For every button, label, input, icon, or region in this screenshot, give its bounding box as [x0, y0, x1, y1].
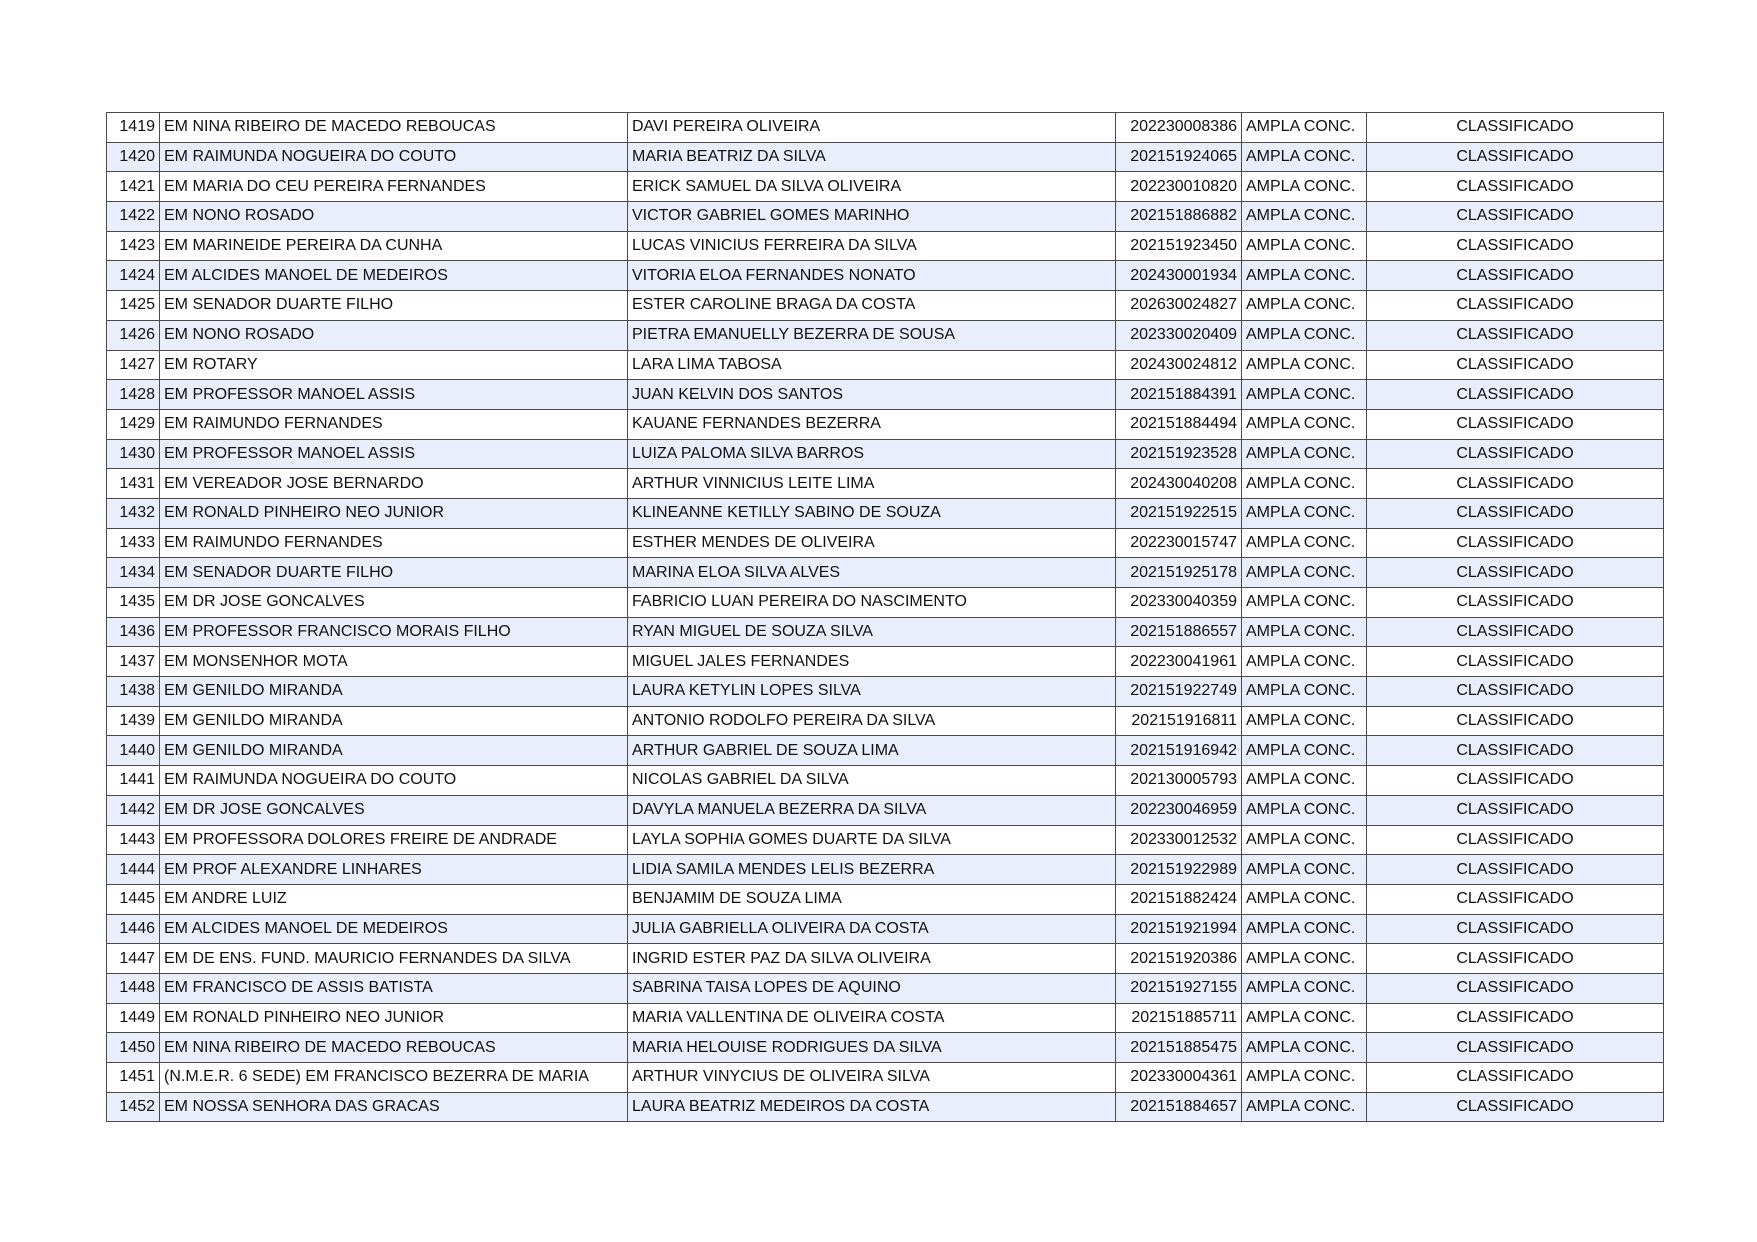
registration-number-cell: 202151922515 [1116, 498, 1242, 528]
student-name-cell: LUIZA PALOMA SILVA BARROS [628, 439, 1116, 469]
school-name-cell: EM FRANCISCO DE ASSIS BATISTA [160, 973, 628, 1003]
student-name-cell: JULIA GABRIELLA OLIVEIRA DA COSTA [628, 914, 1116, 944]
student-name-cell: ARTHUR GABRIEL DE SOUZA LIMA [628, 736, 1116, 766]
status-cell: CLASSIFICADO [1367, 914, 1664, 944]
school-name-cell: EM GENILDO MIRANDA [160, 706, 628, 736]
school-name-cell: EM DR JOSE GONCALVES [160, 588, 628, 618]
row-number-cell: 1447 [107, 944, 160, 974]
modality-cell: AMPLA CONC. [1242, 1033, 1367, 1063]
table-row [107, 142, 1664, 172]
modality-cell: AMPLA CONC. [1242, 528, 1367, 558]
school-name-cell: EM RONALD PINHEIRO NEO JUNIOR [160, 1003, 628, 1033]
school-name-cell: EM NONO ROSADO [160, 320, 628, 350]
status-cell: CLASSIFICADO [1367, 202, 1664, 232]
modality-cell: AMPLA CONC. [1242, 1003, 1367, 1033]
table-row [107, 825, 1664, 855]
status-cell: CLASSIFICADO [1367, 855, 1664, 885]
modality-cell: AMPLA CONC. [1242, 825, 1367, 855]
school-name-cell: EM PROFESSOR MANOEL ASSIS [160, 439, 628, 469]
student-name-cell: LIDIA SAMILA MENDES LELIS BEZERRA [628, 855, 1116, 885]
table-row [107, 261, 1664, 291]
registration-number-cell: 202151886557 [1116, 617, 1242, 647]
status-cell: CLASSIFICADO [1367, 766, 1664, 796]
status-cell: CLASSIFICADO [1367, 736, 1664, 766]
school-name-cell: EM NINA RIBEIRO DE MACEDO REBOUCAS [160, 1033, 628, 1063]
modality-cell: AMPLA CONC. [1242, 469, 1367, 499]
table-row [107, 914, 1664, 944]
school-name-cell: EM NINA RIBEIRO DE MACEDO REBOUCAS [160, 113, 628, 143]
registration-number-cell: 202330020409 [1116, 320, 1242, 350]
school-name-cell: EM MARINEIDE PEREIRA DA CUNHA [160, 231, 628, 261]
table-row [107, 320, 1664, 350]
student-name-cell: KLINEANNE KETILLY SABINO DE SOUZA [628, 498, 1116, 528]
student-name-cell: MIGUEL JALES FERNANDES [628, 647, 1116, 677]
table-row [107, 588, 1664, 618]
table-row [107, 172, 1664, 202]
registration-number-cell: 202151920386 [1116, 944, 1242, 974]
status-cell: CLASSIFICADO [1367, 380, 1664, 410]
row-number-cell: 1443 [107, 825, 160, 855]
row-number-cell: 1449 [107, 1003, 160, 1033]
table-row [107, 380, 1664, 410]
table-row [107, 795, 1664, 825]
student-name-cell: ANTONIO RODOLFO PEREIRA DA SILVA [628, 706, 1116, 736]
modality-cell: AMPLA CONC. [1242, 439, 1367, 469]
school-name-cell: EM DR JOSE GONCALVES [160, 795, 628, 825]
student-name-cell: DAVI PEREIRA OLIVEIRA [628, 113, 1116, 143]
student-name-cell: LUCAS VINICIUS FERREIRA DA SILVA [628, 231, 1116, 261]
modality-cell: AMPLA CONC. [1242, 855, 1367, 885]
registration-number-cell: 202151924065 [1116, 142, 1242, 172]
modality-cell: AMPLA CONC. [1242, 766, 1367, 796]
school-name-cell: EM SENADOR DUARTE FILHO [160, 291, 628, 321]
school-name-cell: EM RAIMUNDA NOGUEIRA DO COUTO [160, 766, 628, 796]
school-name-cell: EM ALCIDES MANOEL DE MEDEIROS [160, 914, 628, 944]
table-row [107, 231, 1664, 261]
registration-number-cell: 202151922989 [1116, 855, 1242, 885]
registration-number-cell: 202151921994 [1116, 914, 1242, 944]
row-number-cell: 1423 [107, 231, 160, 261]
student-name-cell: PIETRA EMANUELLY BEZERRA DE SOUSA [628, 320, 1116, 350]
registration-number-cell: 202151884494 [1116, 409, 1242, 439]
modality-cell: AMPLA CONC. [1242, 202, 1367, 232]
table-row [107, 409, 1664, 439]
row-number-cell: 1428 [107, 380, 160, 410]
modality-cell: AMPLA CONC. [1242, 884, 1367, 914]
student-name-cell: DAVYLA MANUELA BEZERRA DA SILVA [628, 795, 1116, 825]
student-name-cell: MARIA BEATRIZ DA SILVA [628, 142, 1116, 172]
modality-cell: AMPLA CONC. [1242, 291, 1367, 321]
status-cell: CLASSIFICADO [1367, 320, 1664, 350]
status-cell: CLASSIFICADO [1367, 469, 1664, 499]
modality-cell: AMPLA CONC. [1242, 706, 1367, 736]
registration-number-cell: 202151885475 [1116, 1033, 1242, 1063]
row-number-cell: 1437 [107, 647, 160, 677]
school-name-cell: EM PROFESSORA DOLORES FREIRE DE ANDRADE [160, 825, 628, 855]
status-cell: CLASSIFICADO [1367, 588, 1664, 618]
modality-cell: AMPLA CONC. [1242, 973, 1367, 1003]
registration-number-cell: 202430001934 [1116, 261, 1242, 291]
status-cell: CLASSIFICADO [1367, 825, 1664, 855]
row-number-cell: 1441 [107, 766, 160, 796]
row-number-cell: 1446 [107, 914, 160, 944]
status-cell: CLASSIFICADO [1367, 677, 1664, 707]
registration-number-cell: 202130005793 [1116, 766, 1242, 796]
modality-cell: AMPLA CONC. [1242, 677, 1367, 707]
school-name-cell: EM ALCIDES MANOEL DE MEDEIROS [160, 261, 628, 291]
registration-number-cell: 202430024812 [1116, 350, 1242, 380]
registration-number-cell: 202151922749 [1116, 677, 1242, 707]
student-name-cell: KAUANE FERNANDES BEZERRA [628, 409, 1116, 439]
registration-number-cell: 202151923450 [1116, 231, 1242, 261]
status-cell: CLASSIFICADO [1367, 261, 1664, 291]
row-number-cell: 1436 [107, 617, 160, 647]
school-name-cell: EM MARIA DO CEU PEREIRA FERNANDES [160, 172, 628, 202]
registration-number-cell: 202230041961 [1116, 647, 1242, 677]
row-number-cell: 1420 [107, 142, 160, 172]
school-name-cell: EM GENILDO MIRANDA [160, 677, 628, 707]
modality-cell: AMPLA CONC. [1242, 588, 1367, 618]
row-number-cell: 1442 [107, 795, 160, 825]
school-name-cell: EM RAIMUNDA NOGUEIRA DO COUTO [160, 142, 628, 172]
modality-cell: AMPLA CONC. [1242, 944, 1367, 974]
status-cell: CLASSIFICADO [1367, 172, 1664, 202]
status-cell: CLASSIFICADO [1367, 113, 1664, 143]
student-name-cell: ARTHUR VINYCIUS DE OLIVEIRA SILVA [628, 1063, 1116, 1093]
modality-cell: AMPLA CONC. [1242, 795, 1367, 825]
row-number-cell: 1432 [107, 498, 160, 528]
student-name-cell: RYAN MIGUEL DE SOUZA SILVA [628, 617, 1116, 647]
student-name-cell: VITORIA ELOA FERNANDES NONATO [628, 261, 1116, 291]
registration-number-cell: 202151885711 [1116, 1003, 1242, 1033]
school-name-cell: EM MONSENHOR MOTA [160, 647, 628, 677]
row-number-cell: 1451 [107, 1063, 160, 1093]
school-name-cell: EM RONALD PINHEIRO NEO JUNIOR [160, 498, 628, 528]
student-name-cell: LARA LIMA TABOSA [628, 350, 1116, 380]
school-name-cell: EM SENADOR DUARTE FILHO [160, 558, 628, 588]
modality-cell: AMPLA CONC. [1242, 409, 1367, 439]
row-number-cell: 1425 [107, 291, 160, 321]
registration-number-cell: 202151882424 [1116, 884, 1242, 914]
row-number-cell: 1450 [107, 1033, 160, 1063]
school-name-cell: EM VEREADOR JOSE BERNARDO [160, 469, 628, 499]
registration-number-cell: 202330004361 [1116, 1063, 1242, 1093]
table-row [107, 884, 1664, 914]
modality-cell: AMPLA CONC. [1242, 558, 1367, 588]
school-name-cell: EM PROFESSOR FRANCISCO MORAIS FILHO [160, 617, 628, 647]
modality-cell: AMPLA CONC. [1242, 647, 1367, 677]
modality-cell: AMPLA CONC. [1242, 142, 1367, 172]
row-number-cell: 1422 [107, 202, 160, 232]
row-number-cell: 1440 [107, 736, 160, 766]
school-name-cell: EM ROTARY [160, 350, 628, 380]
registration-number-cell: 202151925178 [1116, 558, 1242, 588]
registration-number-cell: 202230008386 [1116, 113, 1242, 143]
status-cell: CLASSIFICADO [1367, 1033, 1664, 1063]
table-row [107, 1092, 1664, 1122]
student-name-cell: LAURA KETYLIN LOPES SILVA [628, 677, 1116, 707]
status-cell: CLASSIFICADO [1367, 884, 1664, 914]
status-cell: CLASSIFICADO [1367, 231, 1664, 261]
status-cell: CLASSIFICADO [1367, 350, 1664, 380]
modality-cell: AMPLA CONC. [1242, 350, 1367, 380]
student-name-cell: FABRICIO LUAN PEREIRA DO NASCIMENTO [628, 588, 1116, 618]
row-number-cell: 1445 [107, 884, 160, 914]
status-cell: CLASSIFICADO [1367, 409, 1664, 439]
status-cell: CLASSIFICADO [1367, 1063, 1664, 1093]
registration-number-cell: 202151916811 [1116, 706, 1242, 736]
row-number-cell: 1434 [107, 558, 160, 588]
row-number-cell: 1435 [107, 588, 160, 618]
status-cell: CLASSIFICADO [1367, 795, 1664, 825]
school-name-cell: EM PROFESSOR MANOEL ASSIS [160, 380, 628, 410]
table-row [107, 677, 1664, 707]
school-name-cell: EM DE ENS. FUND. MAURICIO FERNANDES DA SILVA [160, 944, 628, 974]
table-row [107, 1033, 1664, 1063]
registration-number-cell: 202151927155 [1116, 973, 1242, 1003]
registration-number-cell: 202230015747 [1116, 528, 1242, 558]
modality-cell: AMPLA CONC. [1242, 113, 1367, 143]
table-row [107, 528, 1664, 558]
row-number-cell: 1452 [107, 1092, 160, 1122]
row-number-cell: 1433 [107, 528, 160, 558]
student-name-cell: ESTER CAROLINE BRAGA DA COSTA [628, 291, 1116, 321]
row-number-cell: 1421 [107, 172, 160, 202]
student-name-cell: MARINA ELOA SILVA ALVES [628, 558, 1116, 588]
table-row [107, 498, 1664, 528]
table-row [107, 202, 1664, 232]
row-number-cell: 1430 [107, 439, 160, 469]
registration-number-cell: 202151916942 [1116, 736, 1242, 766]
student-name-cell: MARIA HELOUISE RODRIGUES DA SILVA [628, 1033, 1116, 1063]
table-row [107, 736, 1664, 766]
table-row [107, 973, 1664, 1003]
modality-cell: AMPLA CONC. [1242, 231, 1367, 261]
student-name-cell: ARTHUR VINNICIUS LEITE LIMA [628, 469, 1116, 499]
school-name-cell: EM NOSSA SENHORA DAS GRACAS [160, 1092, 628, 1122]
row-number-cell: 1448 [107, 973, 160, 1003]
registration-number-cell: 202330040359 [1116, 588, 1242, 618]
table-row [107, 113, 1664, 143]
modality-cell: AMPLA CONC. [1242, 617, 1367, 647]
results-table-body [107, 113, 1664, 1122]
table-row [107, 439, 1664, 469]
row-number-cell: 1439 [107, 706, 160, 736]
table-row [107, 766, 1664, 796]
table-row [107, 855, 1664, 885]
table-row [107, 1063, 1664, 1093]
school-name-cell: EM NONO ROSADO [160, 202, 628, 232]
table-row [107, 350, 1664, 380]
student-name-cell: ESTHER MENDES DE OLIVEIRA [628, 528, 1116, 558]
modality-cell: AMPLA CONC. [1242, 261, 1367, 291]
table-row [107, 1003, 1664, 1033]
modality-cell: AMPLA CONC. [1242, 172, 1367, 202]
student-name-cell: BENJAMIM DE SOUZA LIMA [628, 884, 1116, 914]
school-name-cell: EM GENILDO MIRANDA [160, 736, 628, 766]
table-row [107, 469, 1664, 499]
school-name-cell: EM PROF ALEXANDRE LINHARES [160, 855, 628, 885]
registration-number-cell: 202330012532 [1116, 825, 1242, 855]
status-cell: CLASSIFICADO [1367, 647, 1664, 677]
status-cell: CLASSIFICADO [1367, 944, 1664, 974]
modality-cell: AMPLA CONC. [1242, 1063, 1367, 1093]
modality-cell: AMPLA CONC. [1242, 1092, 1367, 1122]
status-cell: CLASSIFICADO [1367, 617, 1664, 647]
status-cell: CLASSIFICADO [1367, 1092, 1664, 1122]
status-cell: CLASSIFICADO [1367, 558, 1664, 588]
registration-number-cell: 202230046959 [1116, 795, 1242, 825]
student-name-cell: VICTOR GABRIEL GOMES MARINHO [628, 202, 1116, 232]
registration-number-cell: 202430040208 [1116, 469, 1242, 499]
table-row [107, 706, 1664, 736]
row-number-cell: 1444 [107, 855, 160, 885]
modality-cell: AMPLA CONC. [1242, 914, 1367, 944]
registration-number-cell: 202151923528 [1116, 439, 1242, 469]
student-name-cell: SABRINA TAISA LOPES DE AQUINO [628, 973, 1116, 1003]
student-name-cell: LAYLA SOPHIA GOMES DUARTE DA SILVA [628, 825, 1116, 855]
student-name-cell: MARIA VALLENTINA DE OLIVEIRA COSTA [628, 1003, 1116, 1033]
status-cell: CLASSIFICADO [1367, 528, 1664, 558]
table-row [107, 944, 1664, 974]
student-name-cell: ERICK SAMUEL DA SILVA OLIVEIRA [628, 172, 1116, 202]
row-number-cell: 1427 [107, 350, 160, 380]
status-cell: CLASSIFICADO [1367, 706, 1664, 736]
school-name-cell: EM ANDRE LUIZ [160, 884, 628, 914]
status-cell: CLASSIFICADO [1367, 498, 1664, 528]
school-name-cell: (N.M.E.R. 6 SEDE) EM FRANCISCO BEZERRA DE MARIA [160, 1063, 628, 1093]
school-name-cell: EM RAIMUNDO FERNANDES [160, 528, 628, 558]
student-name-cell: LAURA BEATRIZ MEDEIROS DA COSTA [628, 1092, 1116, 1122]
table-row [107, 291, 1664, 321]
row-number-cell: 1424 [107, 261, 160, 291]
student-name-cell: NICOLAS GABRIEL DA SILVA [628, 766, 1116, 796]
status-cell: CLASSIFICADO [1367, 142, 1664, 172]
school-name-cell: EM RAIMUNDO FERNANDES [160, 409, 628, 439]
registration-number-cell: 202230010820 [1116, 172, 1242, 202]
modality-cell: AMPLA CONC. [1242, 320, 1367, 350]
modality-cell: AMPLA CONC. [1242, 498, 1367, 528]
row-number-cell: 1438 [107, 677, 160, 707]
registration-number-cell: 202151886882 [1116, 202, 1242, 232]
table-row [107, 558, 1664, 588]
row-number-cell: 1429 [107, 409, 160, 439]
registration-number-cell: 202630024827 [1116, 291, 1242, 321]
status-cell: CLASSIFICADO [1367, 291, 1664, 321]
modality-cell: AMPLA CONC. [1242, 736, 1367, 766]
results-table [106, 112, 1664, 1122]
row-number-cell: 1419 [107, 113, 160, 143]
table-row [107, 617, 1664, 647]
registration-number-cell: 202151884657 [1116, 1092, 1242, 1122]
status-cell: CLASSIFICADO [1367, 1003, 1664, 1033]
row-number-cell: 1431 [107, 469, 160, 499]
row-number-cell: 1426 [107, 320, 160, 350]
student-name-cell: INGRID ESTER PAZ DA SILVA OLIVEIRA [628, 944, 1116, 974]
status-cell: CLASSIFICADO [1367, 439, 1664, 469]
student-name-cell: JUAN KELVIN DOS SANTOS [628, 380, 1116, 410]
status-cell: CLASSIFICADO [1367, 973, 1664, 1003]
registration-number-cell: 202151884391 [1116, 380, 1242, 410]
modality-cell: AMPLA CONC. [1242, 380, 1367, 410]
table-row [107, 647, 1664, 677]
